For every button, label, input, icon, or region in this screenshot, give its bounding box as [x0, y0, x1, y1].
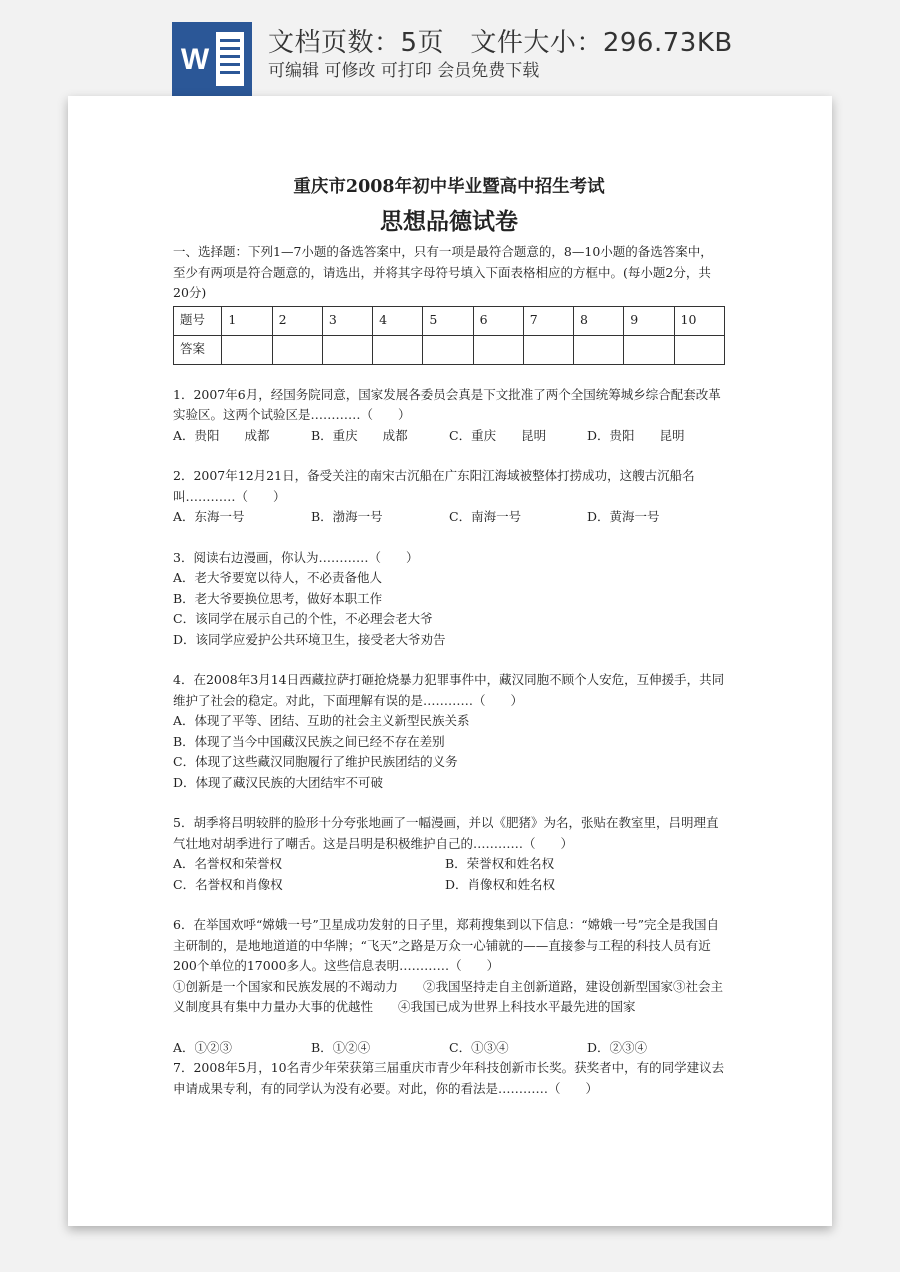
option-d: D．该同学应爱护公共环境卫生，接受老大爷劝告	[173, 631, 446, 647]
option-c: C．体现了这些藏汉同胞履行了维护民族团结的义务	[173, 754, 458, 769]
option-row	[173, 426, 725, 447]
question-stem: 3．阅读右边漫画，你认为…………（ ）	[173, 549, 419, 565]
option-b: B．重庆 成都	[311, 427, 408, 443]
option-d: D．黄海一号	[587, 509, 660, 524]
option-d: D．肖像权和姓名权	[445, 876, 556, 892]
answer-cell	[574, 335, 624, 364]
table-cell: 5	[423, 306, 473, 335]
table-cell: 7	[523, 306, 573, 335]
option-b: B．体现了当今中国藏汉民族之间已经不存在差别	[173, 733, 445, 749]
answer-cell	[523, 335, 573, 364]
table-cell: 1	[222, 306, 272, 335]
option-a: A．贵阳 成都	[173, 427, 270, 443]
question-stem: 4．在2008年3月14日西藏拉萨打砸抢烧暴力犯罪事件中，藏汉同胞不顾个人安危，互伸援手，共同维护了社会的稳定。对此，下面理解有误的是…………（ ）	[173, 672, 725, 708]
option-b: B．荣誉权和姓名权	[445, 856, 555, 871]
option-a: A．东海一号	[173, 509, 245, 524]
table-row-answers	[174, 335, 725, 364]
option-c: C．该同学在展示自己的个性，不必理会老大爷	[173, 611, 433, 626]
question-stem: 6．在举国欢呼“嫦娥一号”卫星成功发射的日子里，郑莉搜集到以下信息：“嫦娥一号”完全是我国自主研制的，是地地道道的中华牌；“飞天”之路是万众一心铺就的——直接参与工程的科技人员有近200个单位的17000多人。这些信息表明…………（ ）	[173, 917, 720, 973]
table-cell: 8	[574, 306, 624, 335]
answer-cell	[272, 335, 322, 364]
answer-cell	[423, 335, 473, 364]
word-doc-icon	[172, 22, 252, 96]
answer-cell	[473, 335, 523, 364]
file-meta	[268, 22, 733, 59]
question-1	[173, 385, 725, 447]
option-d: D．体现了藏汉民族的大团结牢不可破	[173, 774, 384, 790]
table-header-cell: 题号	[174, 306, 222, 335]
table-row-numbers	[174, 306, 725, 335]
option-row	[173, 1038, 725, 1059]
table-header-cell: 答案	[174, 335, 222, 364]
option-b: B．①②④	[311, 1039, 371, 1055]
option-c: C．①③④	[449, 1039, 509, 1055]
question-2	[173, 466, 725, 528]
question-7	[173, 1058, 725, 1099]
question-stem: 5．胡季将吕明较胖的脸形十分夸张地画了一幅漫画，并以《肥猪》为名，张贴在教室里，吕明理直气壮地对胡季进行了嘲舌。这是吕明是积极维护自己的…………（ ）	[173, 815, 719, 851]
question-6	[173, 915, 725, 1058]
question-statements: ①创新是一个国家和民族发展的不竭动力 ②我国坚持走自主创新道路，建设创新型国家③社会主义制度具有集中力量办大事的优越性 ④我国已成为世界上科技水平最先进的国家	[173, 978, 724, 1014]
page-count: 文档页数：5页	[268, 28, 445, 58]
question-3	[173, 548, 725, 651]
section-instructions: 一、选择题：下列1—7小题的备选答案中，只有一项是最符合题意的，8—10小题的备选答案中，至少有两项是符合题意的，请选出，并将其字母符号填入下面表格相应的方框中。(每小题2分，共20分)	[173, 244, 713, 300]
table-cell: 6	[473, 306, 523, 335]
table-cell: 2	[272, 306, 322, 335]
question-stem: 1．2007年6月，经国务院同意，国家发展各委员会真是下文批准了两个全国统筹城乡综合配套改革实验区。这两个试验区是…………（ ）	[173, 386, 721, 422]
option-c: C．名誉权和肖像权	[173, 876, 283, 892]
option-a: A．体现了平等、团结、互助的社会主义新型民族关系	[173, 713, 470, 728]
table-cell: 10	[674, 306, 725, 335]
option-row	[173, 875, 725, 896]
table-cell: 4	[373, 306, 423, 335]
answer-cell	[624, 335, 674, 364]
table-cell: 3	[322, 306, 372, 335]
option-a: A．老大爷要宽以待人，不必责备他人	[173, 570, 383, 585]
feature-list: 可编辑 可修改 可打印 会员免费下载	[268, 61, 540, 81]
option-c: C．南海一号	[449, 509, 522, 524]
question-stem: 7．2008年5月，10名青少年荣获第三届重庆市青少年科技创新市长奖。获奖者中，有的同学建议去申请成果专利，有的同学认为没有必要。对此，你的看法是…………（ ）	[173, 1060, 725, 1096]
table-cell: 9	[624, 306, 674, 335]
option-row	[173, 854, 725, 875]
document-page	[68, 96, 832, 1226]
answer-cell	[373, 335, 423, 364]
file-size: 文件大小：296.73KB	[470, 28, 733, 58]
document-content	[173, 174, 725, 1099]
question-4	[173, 670, 725, 793]
option-b: B．老大爷要换位思考，做好本职工作	[173, 590, 383, 606]
exam-subject: 思想品德试卷	[380, 208, 518, 235]
header-bar	[0, 0, 900, 96]
option-row	[173, 507, 725, 528]
option-a: A．名誉权和荣誉权	[173, 856, 283, 871]
answer-cell	[222, 335, 272, 364]
question-5	[173, 813, 725, 895]
option-d: D．贵阳 昆明	[587, 427, 685, 443]
answer-cell	[322, 335, 372, 364]
option-a: A．①②③	[173, 1039, 233, 1055]
answer-table	[173, 306, 725, 365]
exam-title: 重庆市2008年初中毕业暨高中招生考试	[293, 177, 605, 197]
question-stem: 2．2007年12月21日，备受关注的南宋古沉船在广东阳江海域被整体打捞成功，这艘古沉船名叫…………（ ）	[173, 468, 695, 504]
option-d: D．②③④	[587, 1039, 648, 1055]
option-b: B．渤海一号	[311, 509, 383, 524]
word-icon-letter: W	[180, 43, 210, 76]
option-c: C．重庆 昆明	[449, 427, 547, 443]
answer-cell	[674, 335, 725, 364]
